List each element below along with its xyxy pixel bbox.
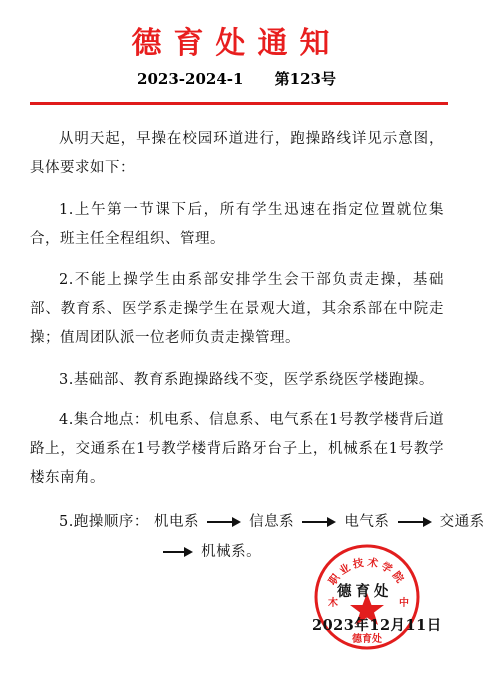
order-item: 机电系 [153, 514, 199, 530]
order-item: 电气系 [344, 514, 390, 530]
requirement-3: 3.基础部、教育系跑操路线不变，医学系绕医学楼跑操。 [59, 372, 434, 388]
order-item: 信息系 [249, 514, 295, 530]
arrow-right-icon [302, 517, 336, 527]
arrow-right-icon [207, 517, 241, 527]
signature-date: 2023年12月11日 [312, 617, 442, 634]
requirement-1: 1.上午第一节课下后，所有学生迅速在指定位置就位集合，班主任全程组织、管理。 [30, 202, 444, 247]
seal-ring-text: 职业技术学院 [326, 556, 408, 588]
red-divider [30, 102, 448, 105]
order-item: 机械系。 [201, 544, 262, 560]
running-order-label: 5.跑操顺序： [59, 514, 149, 530]
requirement-2: 2.不能上操学生由系部安排学生会干部负责走操，基础部、教育系、医学系走操学生在景观大道，其余系部在中院走操；值周团队派一位老师负责走操管理。 [30, 272, 444, 346]
document-number-line [0, 68, 473, 89]
signature-office: 德育处 [337, 583, 393, 600]
intro-paragraph: 从明天起，早操在校园环道进行，跑操路线详见示意图，具体要求如下： [30, 131, 444, 176]
seal-suffix-text: 中 [399, 598, 409, 609]
arrow-right-icon [398, 517, 432, 527]
seal-prefix-text: 木 [328, 598, 338, 609]
seal-bottom-text: 德育处 [352, 634, 382, 645]
document-code: 2023-2024-1 [137, 70, 244, 88]
document-number: 第123号 [274, 70, 336, 88]
requirement-4: 4.集合地点：机电系、信息系、电气系在1号教学楼背后道路上，交通系在1号教学楼背后路牙台子上，机械系在1号教学楼东南角。 [30, 412, 444, 486]
order-item: 交通系 [439, 514, 485, 530]
arrow-right-icon [163, 547, 193, 557]
notice-title: 德育处通知 [131, 26, 342, 61]
